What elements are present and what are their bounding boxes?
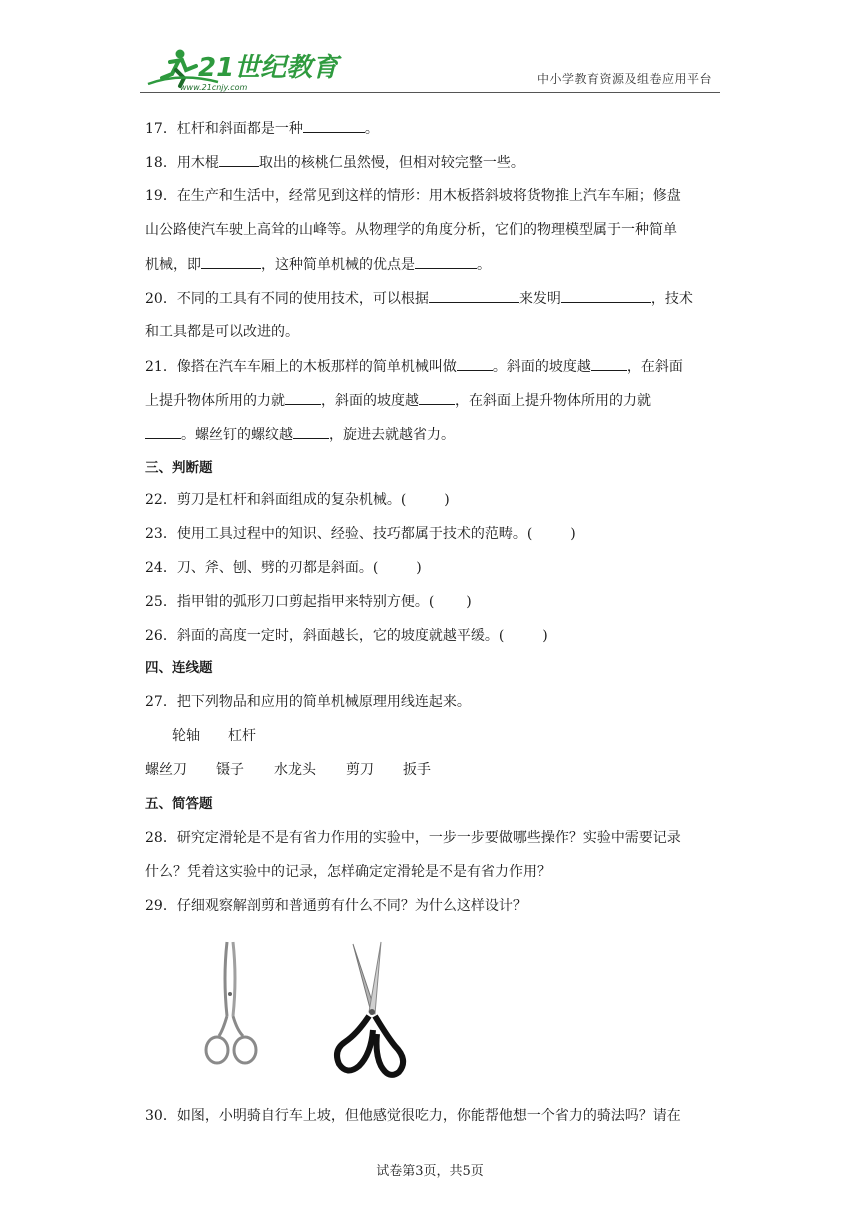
match-bottom-item[interactable]: 剪刀	[346, 762, 374, 778]
match-bottom-item[interactable]: 扳手	[403, 762, 431, 778]
question-19-line2: 山公路使汽车驶上高耸的山峰等。从物理学的角度分析，它们的物理模型属于一种简单	[145, 222, 677, 238]
question-21-line2: 上提升物体所用的力就 ，斜面的坡度越 ，在斜面上提升物体所用的力就	[145, 390, 651, 411]
question-26: 26．斜面的高度一定时，斜面越长，它的坡度就越平缓。( )	[145, 628, 548, 644]
answer-blank[interactable]	[145, 424, 181, 439]
question-29: 29．仔细观察解剖剪和普通剪有什么不同？为什么这样设计？	[145, 898, 527, 914]
answer-blank[interactable]	[219, 152, 259, 167]
platform-title: 中小学教育资源及组卷应用平台	[536, 72, 712, 86]
page-number-footer: 试卷第3页，共5页	[376, 1164, 484, 1179]
match-bottom-item[interactable]: 水龙头	[274, 762, 316, 778]
question-19-line1: 19．在生产和生活中，经常见到这样的情形：用木板搭斜坡将货物推上汽车车厢；修盘	[145, 188, 681, 204]
question-17: 17．杠杆和斜面都是一种 。	[145, 118, 379, 139]
answer-blank[interactable]	[303, 118, 365, 133]
question-21-line3: 。螺丝钉的螺纹越 ，旋进去就越省力。	[145, 424, 455, 445]
question-21-line1: 21．像搭在汽车车厢上的木板那样的简单机械叫做 。斜面的坡度越 ，在斜面	[145, 356, 683, 377]
answer-blank[interactable]	[285, 390, 321, 405]
question-27: 27．把下列物品和应用的简单机械原理用线连起来。	[145, 694, 471, 710]
question-22: 22．剪刀是杠杆和斜面组成的复杂机械。( )	[145, 492, 450, 508]
answer-blank[interactable]	[201, 254, 261, 269]
question-20-line2: 和工具都是可以改进的。	[145, 324, 299, 340]
answer-blank[interactable]	[293, 424, 329, 439]
section-heading-matching: 四、连线题	[145, 660, 213, 676]
match-top-item[interactable]: 轮轴	[172, 728, 200, 744]
section-heading-judgment: 三、判断题	[145, 460, 213, 476]
page-header	[140, 40, 720, 92]
dissecting-scissors-image	[203, 938, 259, 1068]
question-23: 23．使用工具过程中的知识、经验、技巧都属于技术的范畴。( )	[145, 526, 576, 542]
match-bottom-item[interactable]: 镊子	[216, 762, 244, 778]
question-28-line2: 什么？凭着这实验中的记录，怎样确定定滑轮是不是有省力作用？	[145, 864, 551, 880]
question-28-line1: 28．研究定滑轮是不是有省力作用的实验中，一步一步要做哪些操作？实验中需要记录	[145, 830, 681, 846]
question-18: 18．用木棍 取出的核桃仁虽然慢，但相对较完整一些。	[145, 152, 525, 173]
answer-blank[interactable]	[429, 288, 519, 303]
question-30-line1: 30．如图，小明骑自行车上坡，但他感觉很吃力，你能帮他想一个省力的骑法吗？请在	[145, 1108, 681, 1124]
question-24: 24．刀、斧、刨、劈的刃都是斜面。( )	[145, 560, 422, 576]
answer-blank[interactable]	[457, 356, 493, 371]
question-20-line1: 20．不同的工具有不同的使用技术，可以根据 来发明 ，技术	[145, 288, 693, 309]
answer-blank[interactable]	[561, 288, 651, 303]
section-heading-short-answer: 五、简答题	[145, 796, 213, 812]
question-25: 25．指甲钳的弧形刀口剪起指甲来特别方便。( )	[145, 594, 472, 610]
question-19-line3: 机械，即 ，这种简单机械的优点是 。	[145, 254, 491, 275]
header-divider	[140, 92, 720, 93]
logo-21cnjy	[140, 44, 339, 92]
answer-blank[interactable]	[591, 356, 627, 371]
svg-text:www.21cnjy.com: www.21cnjy.com	[180, 83, 248, 92]
match-top-item[interactable]: 杠杆	[228, 728, 256, 744]
answer-blank[interactable]	[415, 254, 477, 269]
match-bottom-item[interactable]: 螺丝刀	[145, 762, 187, 778]
answer-blank[interactable]	[419, 390, 455, 405]
svg-text:21世纪教育: 21世纪教育	[198, 53, 339, 83]
ordinary-scissors-image	[331, 938, 411, 1082]
